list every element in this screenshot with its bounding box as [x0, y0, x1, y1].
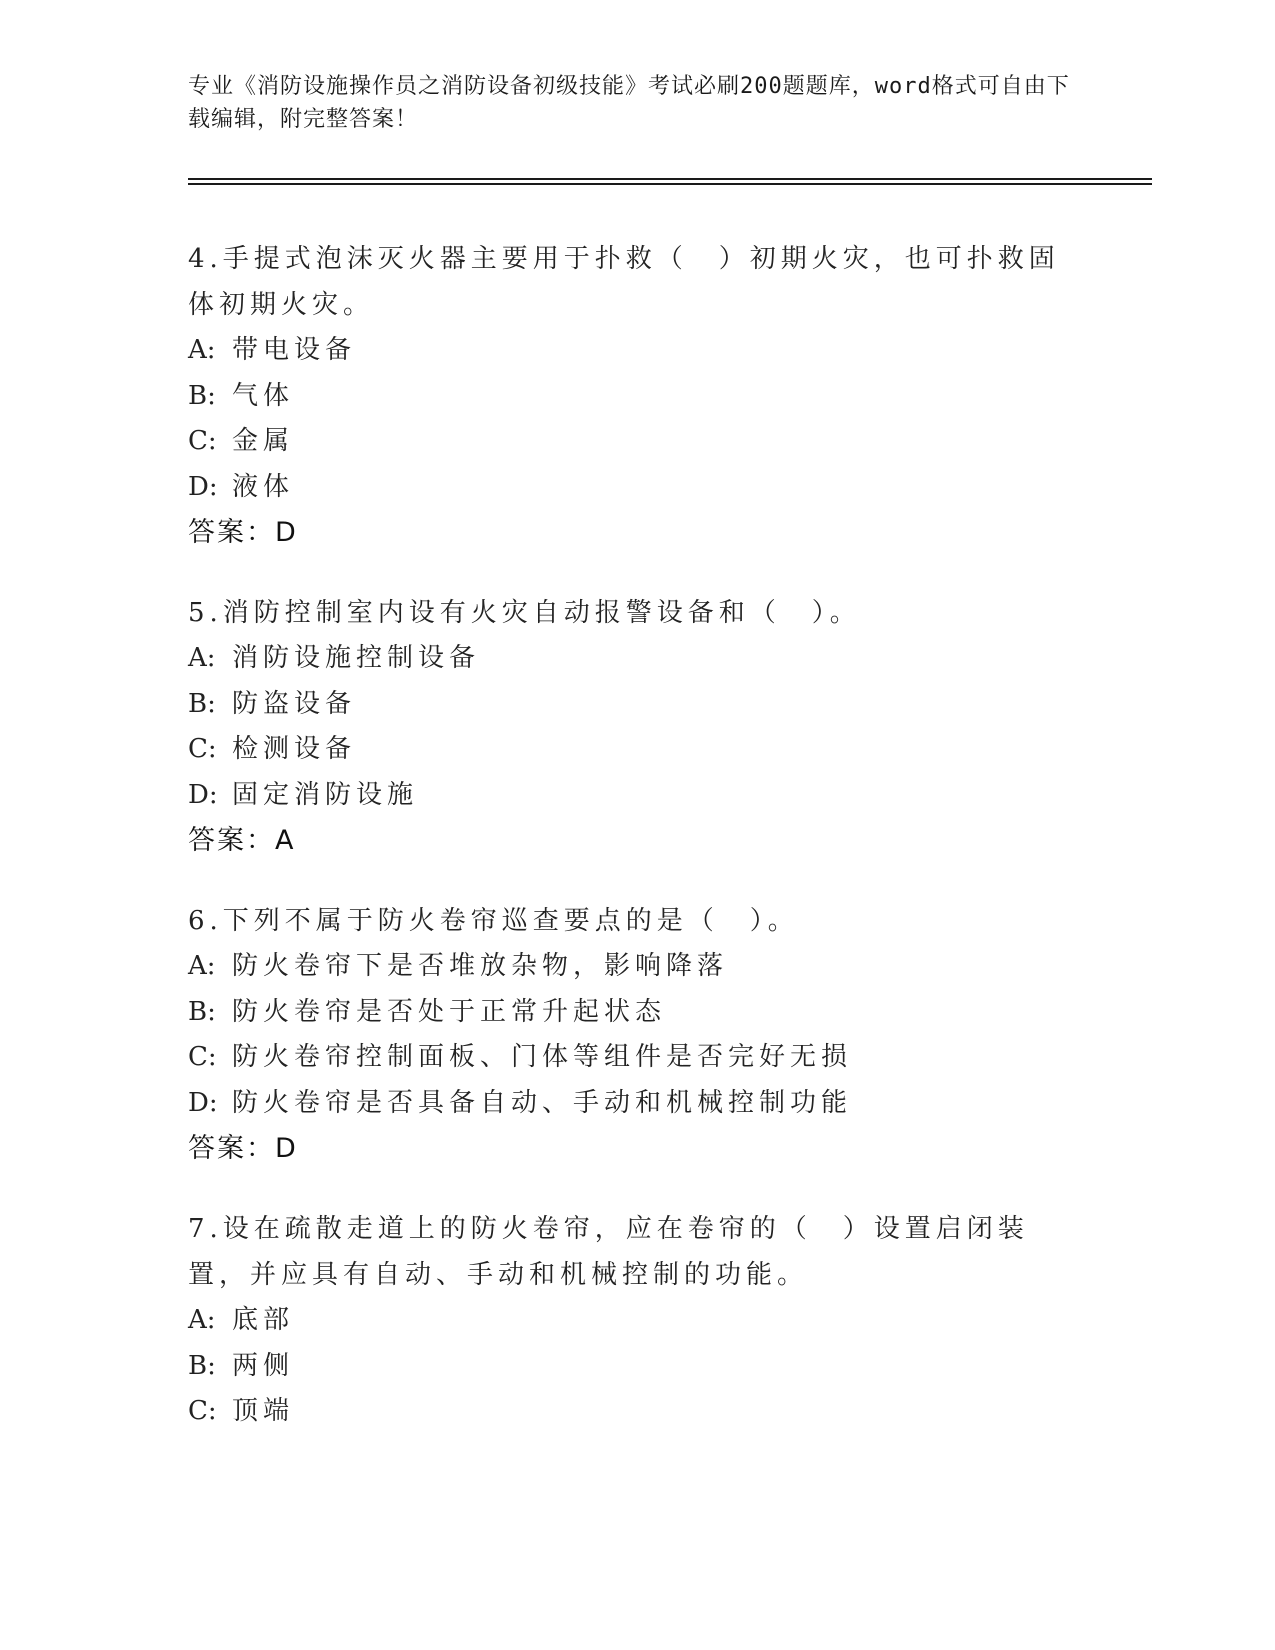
option-text: 底部 — [232, 1305, 295, 1335]
option-text: 固定消防设施 — [232, 779, 419, 810]
answer-line: 答案：A — [188, 825, 296, 856]
document-header — [188, 70, 1088, 136]
option-b — [188, 1344, 1068, 1390]
option-d — [188, 465, 1068, 511]
option-letter: A: — [188, 1305, 216, 1335]
option-text: 液体 — [232, 471, 295, 502]
option-text: 防盗设备 — [232, 688, 357, 719]
answer-line: 答案：D — [188, 517, 298, 548]
option-b — [188, 374, 1068, 420]
question-stem: 7.设在疏散走道上的防火卷帘，应在卷帘的（ ）设置启闭装置，并应具有自动、手动和机械控制的功能。 — [188, 1214, 1029, 1290]
question-5 — [188, 590, 1068, 864]
option-text: 检测设备 — [232, 734, 357, 764]
option-letter: B: — [188, 996, 216, 1027]
option-letter: A: — [188, 335, 216, 365]
option-letter: C: — [188, 426, 217, 456]
option-b — [188, 682, 1068, 728]
option-text: 消防设施控制设备 — [232, 643, 481, 673]
option-a — [188, 328, 1068, 374]
option-letter: C: — [188, 1042, 217, 1072]
option-text: 防火卷帘下是否堆放杂物，影响降落 — [232, 951, 729, 981]
option-text: 防火卷帘是否具备自动、手动和机械控制功能 — [232, 1087, 853, 1118]
question-stem: 5.消防控制室内设有火灾自动报警设备和（ ）。 — [188, 598, 861, 628]
option-text: 金属 — [232, 426, 295, 456]
option-letter: D: — [188, 1087, 218, 1118]
header-divider-bottom — [188, 183, 1152, 185]
option-letter: B: — [188, 1350, 216, 1381]
option-c — [188, 1035, 1068, 1081]
option-b — [188, 990, 1068, 1036]
option-a — [188, 1298, 1068, 1344]
header-divider-top — [188, 178, 1152, 180]
question-stem: 4.手提式泡沫灭火器主要用于扑救（ ）初期火灾，也可扑救固体初期火灾。 — [188, 244, 1060, 320]
header-intro-text: 专业《消防设施操作员之消防设备初级技能》考试必刷200题题库，word格式可自由下载编辑，附完整答案！ — [188, 74, 1070, 132]
option-a — [188, 636, 1068, 682]
option-a — [188, 944, 1068, 990]
option-text: 带电设备 — [232, 335, 357, 365]
option-letter: A: — [188, 643, 216, 673]
option-text: 防火卷帘控制面板、门体等组件是否完好无损 — [232, 1042, 853, 1072]
question-6 — [188, 898, 1068, 1172]
option-letter: B: — [188, 380, 216, 411]
option-d — [188, 773, 1068, 819]
question-4 — [188, 236, 1068, 556]
option-letter: A: — [188, 951, 216, 981]
option-c — [188, 419, 1068, 465]
option-letter: D: — [188, 471, 218, 502]
option-letter: D: — [188, 779, 218, 810]
answer-line: 答案：D — [188, 1133, 298, 1164]
option-letter: C: — [188, 1396, 217, 1426]
option-text: 防火卷帘是否处于正常升起状态 — [232, 996, 667, 1027]
option-c — [188, 1389, 1068, 1435]
question-7 — [188, 1206, 1068, 1435]
option-text: 两侧 — [232, 1350, 295, 1381]
option-text: 顶端 — [232, 1396, 295, 1426]
question-list — [188, 236, 1068, 1469]
option-letter: B: — [188, 688, 216, 719]
option-d — [188, 1081, 1068, 1127]
option-text: 气体 — [232, 380, 295, 411]
option-c — [188, 727, 1068, 773]
option-letter: C: — [188, 734, 217, 764]
question-stem: 6.下列不属于防火卷帘巡查要点的是（ ）。 — [188, 906, 799, 936]
